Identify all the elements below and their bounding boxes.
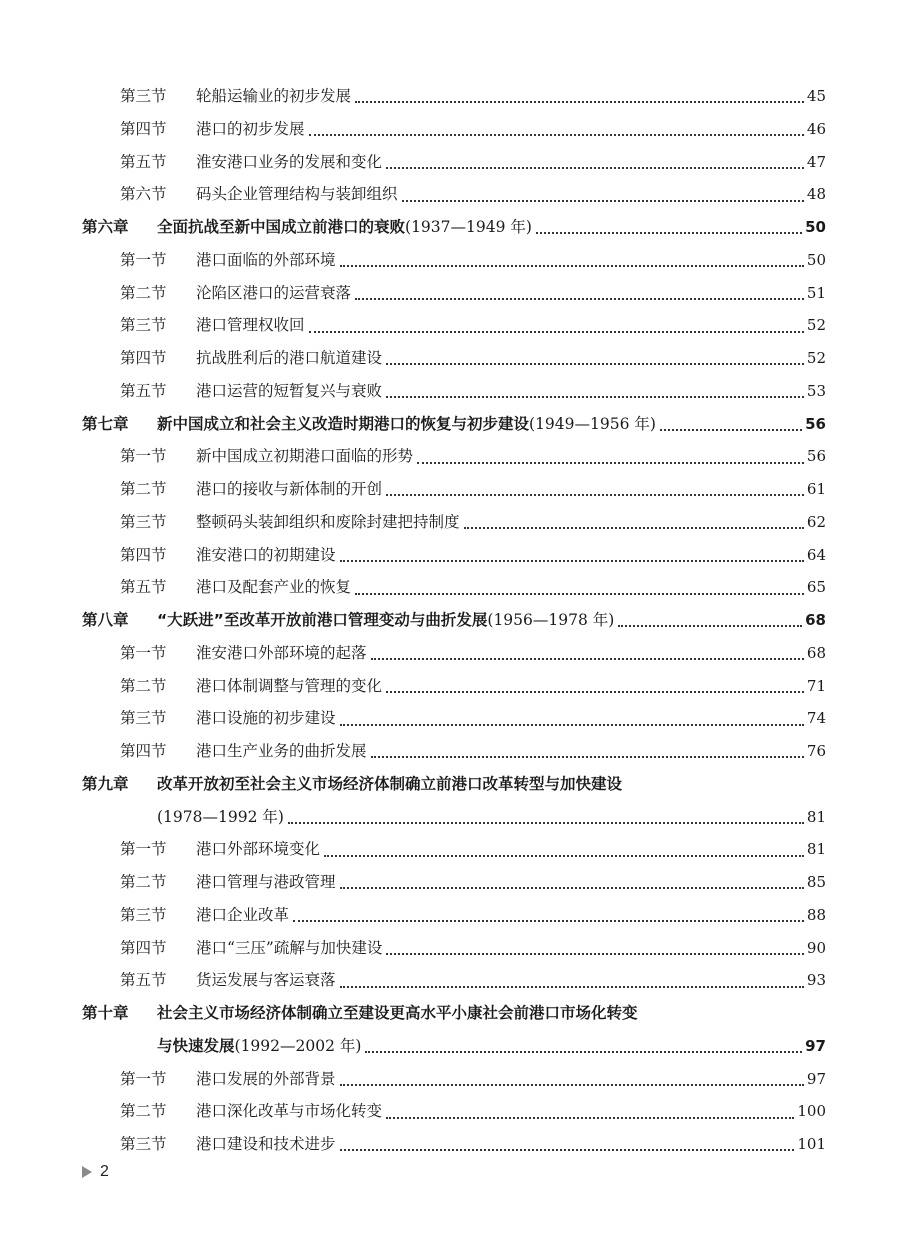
toc-section-row: [82, 244, 826, 277]
section-title: 港口企业改革: [196, 905, 290, 924]
chapter-years: (1992—2002 年): [234, 1036, 362, 1055]
chapter-title-text: “大跃进”至改革开放前港口管理变动与曲折发展: [157, 611, 488, 629]
chapter-title: [157, 768, 622, 801]
page-ref: 65: [806, 578, 826, 597]
dot-leader: [371, 756, 804, 758]
section-title: 淮安港口外部环境的起落: [196, 643, 367, 662]
section-title: 港口面临的外部环境: [196, 250, 336, 269]
section-title: 港口“三压”疏解与加快建设: [196, 938, 383, 957]
dot-leader: [340, 265, 804, 267]
section-title: 整顿码头装卸组织和废除封建把持制度: [196, 512, 460, 531]
dot-leader: [660, 429, 802, 431]
chapter-years: (1937—1949 年): [405, 218, 532, 236]
section-title: 港口外部环境变化: [196, 840, 321, 859]
page-footer: [82, 1163, 109, 1181]
page-ref: 93: [806, 971, 826, 990]
toc-section-row: [82, 1095, 826, 1128]
toc-section-row: [82, 670, 826, 703]
toc-chapter-row: [82, 768, 826, 801]
section-number: 第三节: [120, 905, 167, 924]
toc-chapter-row: [82, 604, 826, 637]
chapter-number: 第八章: [82, 611, 129, 629]
chapter-years: (1956—1978 年): [487, 611, 615, 629]
section-number: 第四节: [120, 545, 167, 564]
chapter-title: [157, 408, 656, 441]
section-number: 第四节: [120, 742, 167, 760]
toc-section-row: [82, 506, 826, 539]
section-title: 港口体制调整与管理的变化: [196, 676, 383, 695]
toc-section-row: [82, 735, 826, 768]
toc-section-row: [82, 473, 826, 506]
dot-leader: [386, 953, 804, 955]
page-ref: 56: [805, 414, 826, 433]
section-number: 第二节: [120, 676, 167, 695]
toc-section-row: [82, 539, 826, 572]
page-ref: 45: [806, 87, 826, 105]
dot-leader: [402, 200, 804, 202]
section-number: 第二节: [120, 1102, 167, 1121]
section-title: 港口建设和技术进步: [196, 1135, 336, 1153]
chapter-title-text: 全面抗战至新中国成立前港口的衰败: [157, 218, 406, 236]
dot-leader: [293, 920, 804, 922]
triangle-right-icon: [82, 1166, 92, 1178]
section-number: 第五节: [120, 381, 167, 400]
toc-chapter-row: [82, 211, 826, 244]
section-number: 第四节: [120, 119, 167, 138]
page-ref: 61: [806, 480, 826, 498]
dot-leader: [340, 560, 804, 562]
dot-leader: [417, 462, 804, 464]
chapter-title: [157, 211, 532, 244]
page-ref: 50: [805, 218, 826, 236]
chapter-years: (1978—1992 年): [157, 807, 284, 826]
page-ref: 100: [797, 1102, 826, 1121]
dot-leader: [288, 822, 804, 824]
toc-section-row: [82, 80, 826, 113]
section-number: 第一节: [120, 250, 167, 269]
section-number: 第三节: [120, 709, 167, 728]
toc-section-row: [82, 440, 826, 473]
section-title: 港口发展的外部背景: [196, 1069, 336, 1088]
section-number: 第二节: [120, 873, 167, 891]
section-number: 第二节: [120, 283, 167, 302]
section-number: 第一节: [120, 643, 167, 662]
toc-section-row: [82, 1063, 826, 1096]
toc-section-row: [82, 866, 826, 899]
dot-leader: [386, 494, 804, 496]
toc-chapter-continuation-row: [82, 801, 826, 834]
dot-leader: [464, 527, 804, 529]
section-number: 第四节: [120, 938, 167, 957]
toc-section-row: [82, 1128, 826, 1161]
dot-leader: [340, 1084, 804, 1086]
toc-section-row: [82, 277, 826, 310]
section-number: 第三节: [120, 512, 167, 531]
page-ref: 52: [806, 316, 826, 335]
table-of-contents: [82, 80, 826, 1161]
dot-leader: [355, 593, 804, 595]
toc-section-row: [82, 375, 826, 408]
dot-leader: [309, 331, 804, 333]
page-ref: 90: [806, 938, 826, 957]
page-ref: 97: [806, 1069, 826, 1088]
dot-leader: [386, 396, 804, 398]
toc-chapter-row: [82, 408, 826, 441]
page-ref: 76: [806, 742, 826, 760]
page-ref: 56: [806, 447, 826, 466]
chapter-number: 第六章: [82, 218, 129, 236]
page-ref: 88: [806, 905, 826, 924]
section-number: 第二节: [120, 480, 167, 498]
section-title: 港口深化改革与市场化转变: [196, 1102, 383, 1121]
section-title: 轮船运输业的初步发展: [196, 87, 352, 105]
section-number: 第一节: [120, 840, 167, 859]
toc-section-row: [82, 702, 826, 735]
chapter-number: 第七章: [82, 414, 129, 433]
section-number: 第一节: [120, 1069, 167, 1088]
page-ref: 97: [805, 1036, 826, 1055]
toc-section-row: [82, 146, 826, 179]
dot-leader: [324, 855, 804, 857]
toc-section-row: [82, 113, 826, 146]
page-ref: 68: [806, 643, 826, 662]
chapter-title-text: 改革开放初至社会主义市场经济体制确立前港口改革转型与加快建设: [157, 774, 623, 793]
dot-leader: [371, 658, 804, 660]
dot-leader: [386, 167, 804, 169]
page-number: 2: [100, 1163, 109, 1180]
section-number: 第四节: [120, 349, 167, 367]
section-title: 港口及配套产业的恢复: [196, 578, 352, 597]
section-title: 淮安港口业务的发展和变化: [196, 152, 383, 171]
toc-chapter-continuation-row: [82, 1030, 826, 1063]
dot-leader: [386, 1117, 794, 1119]
dot-leader: [365, 1051, 802, 1053]
toc-section-row: [82, 833, 826, 866]
toc-section-row: [82, 932, 826, 965]
section-title: 港口生产业务的曲折发展: [196, 742, 367, 760]
page-ref: 81: [806, 840, 826, 859]
section-title: 港口运营的短暂复兴与衰败: [196, 381, 383, 400]
chapter-title-text: 社会主义市场经济体制确立至建设更高水平小康社会前港口市场化转变: [157, 1004, 638, 1022]
toc-section-row: [82, 637, 826, 670]
page-ref: 101: [797, 1135, 826, 1153]
toc-section-row: [82, 178, 826, 211]
chapter-title-text: 与快速发展: [157, 1036, 235, 1055]
section-title: 抗战胜利后的港口航道建设: [196, 349, 383, 367]
section-number: 第一节: [120, 447, 167, 466]
section-number: 第三节: [120, 316, 167, 335]
toc-section-row: [82, 309, 826, 342]
page-ref: 50: [806, 250, 826, 269]
chapter-title-continued: [157, 1030, 361, 1063]
dot-leader: [618, 625, 802, 627]
section-number: 第三节: [120, 87, 167, 105]
chapter-years: (1949—1956 年): [529, 414, 656, 433]
section-title: 港口的初步发展: [196, 119, 305, 138]
section-title: 港口的接收与新体制的开创: [196, 480, 383, 498]
section-number: 第五节: [120, 578, 167, 597]
page-ref: 48: [806, 185, 826, 204]
chapter-number: 第十章: [82, 1004, 129, 1022]
section-title: 新中国成立初期港口面临的形势: [196, 447, 414, 466]
section-number: 第五节: [120, 152, 167, 171]
page-ref: 52: [806, 349, 826, 367]
page-ref: 51: [806, 283, 826, 302]
section-number: 第五节: [120, 971, 167, 990]
chapter-title-continued: [157, 801, 284, 834]
dot-leader: [340, 724, 804, 726]
page-ref: 74: [806, 709, 826, 728]
page-ref: 53: [806, 381, 826, 400]
dot-leader: [340, 986, 804, 988]
chapter-title: [157, 997, 638, 1030]
dot-leader: [355, 101, 804, 103]
dot-leader: [340, 1149, 795, 1151]
section-title: 港口设施的初步建设: [196, 709, 336, 728]
section-title: 货运发展与客运衰落: [196, 971, 336, 990]
page-ref: 62: [806, 512, 826, 531]
page-ref: 71: [806, 676, 826, 695]
section-number: 第六节: [120, 185, 167, 204]
page-ref: 85: [806, 873, 826, 891]
section-title: 港口管理与港政管理: [196, 873, 336, 891]
chapter-title-text: 新中国成立和社会主义改造时期港口的恢复与初步建设: [157, 414, 530, 433]
dot-leader: [386, 691, 804, 693]
page-ref: 47: [806, 152, 826, 171]
dot-leader: [309, 134, 804, 136]
dot-leader: [340, 887, 804, 889]
page-ref: 46: [806, 119, 826, 138]
dot-leader: [355, 298, 804, 300]
section-number: 第三节: [120, 1135, 167, 1153]
dot-leader: [536, 232, 802, 234]
dot-leader: [386, 363, 804, 365]
section-title: 码头企业管理结构与装卸组织: [196, 185, 398, 204]
chapter-title: [157, 604, 614, 637]
toc-chapter-row: [82, 997, 826, 1030]
chapter-number: 第九章: [82, 774, 129, 793]
toc-section-row: [82, 899, 826, 932]
page-ref: 81: [806, 807, 826, 826]
section-title: 沦陷区港口的运营衰落: [196, 283, 352, 302]
section-title: 淮安港口的初期建设: [196, 545, 336, 564]
toc-section-row: [82, 571, 826, 604]
page-ref: 68: [805, 611, 826, 629]
toc-section-row: [82, 964, 826, 997]
page-ref: 64: [806, 545, 826, 564]
toc-section-row: [82, 342, 826, 375]
section-title: 港口管理权收回: [196, 316, 305, 335]
